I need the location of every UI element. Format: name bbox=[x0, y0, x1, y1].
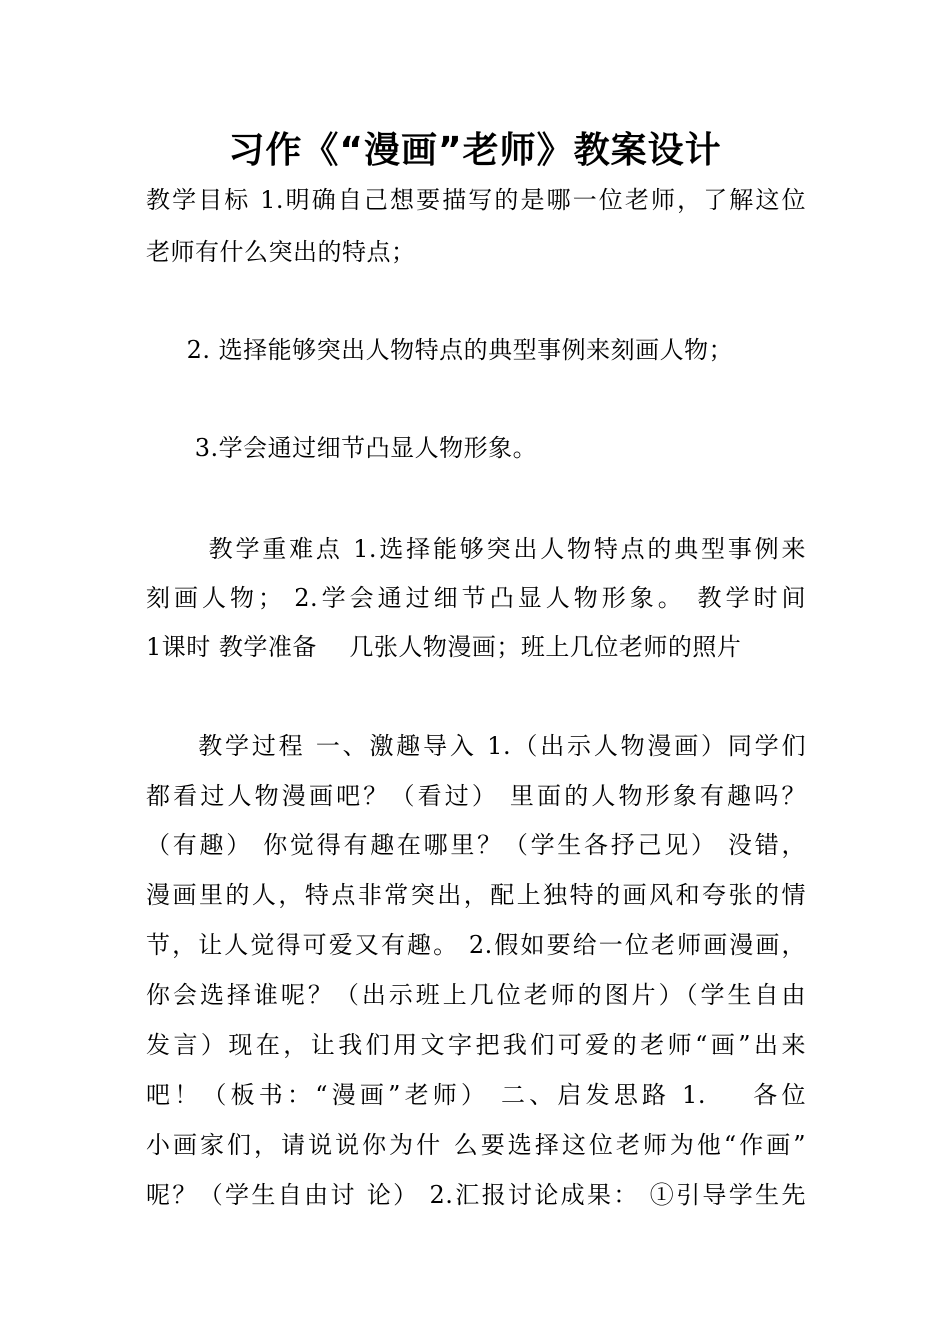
text-line: 发言）现在，让我们用文字把我们可爱的老师“画”出来 bbox=[146, 1031, 806, 1059]
text-line: 教学重难点 1.选择能够突出人物特点的典型事例来 bbox=[146, 535, 806, 563]
text-line: 教学目标 1.明确自己想要描写的是哪一位老师，了解这位 bbox=[146, 186, 806, 214]
text-line: 2. 选择能够突出人物特点的典型事例来刻画人物； bbox=[146, 336, 734, 364]
text-line: 都看过人物漫画吧？（看过） 里面的人物形象有趣吗？ bbox=[146, 782, 806, 810]
text-line: 你会选择谁呢？（出示班上几位老师的图片）（学生自由 bbox=[146, 981, 806, 1009]
text-line: 3.学会通过细节凸显人物形象。 bbox=[146, 434, 538, 462]
text-line: （有趣） 你觉得有趣在哪里？（学生各抒己见） 没错， bbox=[146, 831, 806, 859]
text-line: 老师有什么突出的特点； bbox=[146, 238, 416, 266]
text-line: 刻画人物； 2.学会通过细节凸显人物形象。 教学时间 bbox=[146, 584, 806, 612]
text-line: 1课时 教学准备 几张人物漫画；班上几位老师的照片 bbox=[146, 633, 742, 661]
text-line: 呢？（学生自由讨 论） 2.汇报讨论成果： ①引导学生先 bbox=[146, 1181, 806, 1209]
text-line: 节，让人觉得可爱又有趣。 2.假如要给一位老师画漫画， bbox=[146, 931, 806, 959]
document-title: 习作《“漫画”老师》教案设计 bbox=[228, 130, 722, 171]
text-line: 吧！（板书：“漫画”老师） 二、启发思路 1. 各位 bbox=[146, 1081, 806, 1109]
text-line: 漫画里的人，特点非常突出，配上独特的画风和夸张的情 bbox=[146, 881, 806, 909]
text-line: 小画家们，请说说你为什 么要选择这位老师为他“作画” bbox=[146, 1131, 806, 1159]
text-line: 教学过程 一、激趣导入 1.（出示人物漫画）同学们 bbox=[146, 732, 806, 760]
